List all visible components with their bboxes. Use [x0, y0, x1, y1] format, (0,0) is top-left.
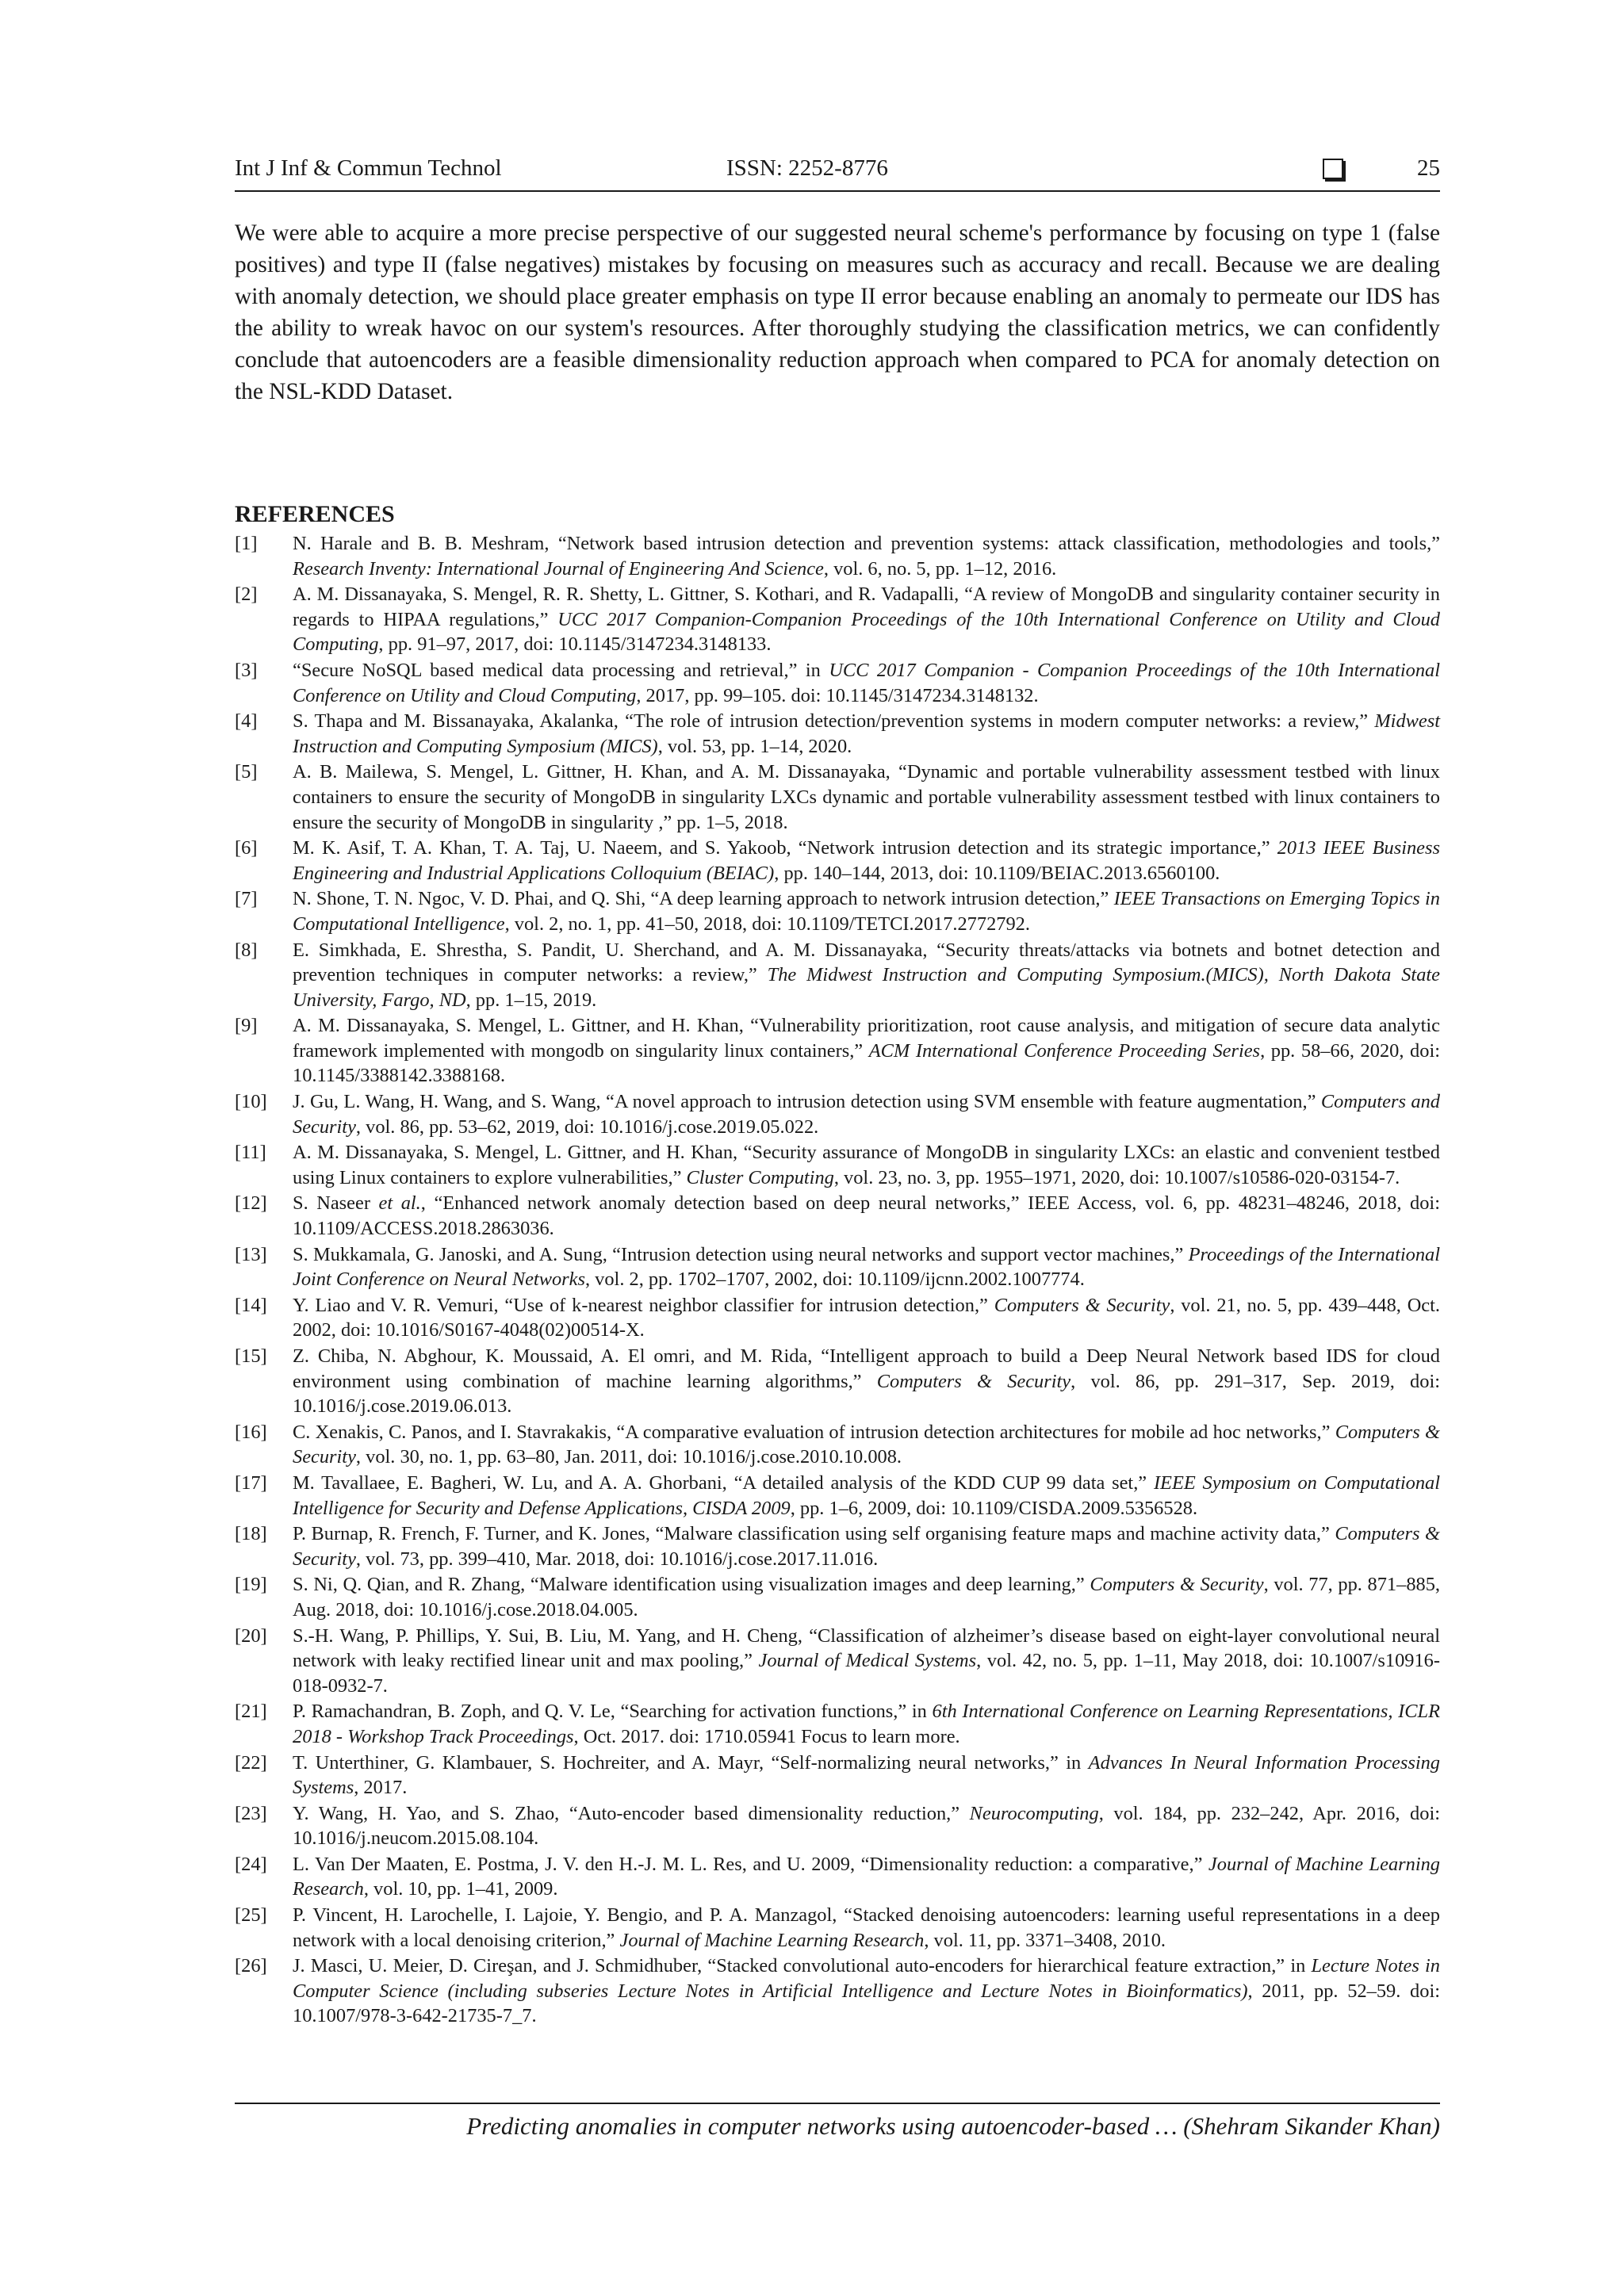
running-header — [235, 155, 1440, 189]
reference-authors-title: T. Unterthiner, G. Klambauer, S. Hochreiter, and A. Mayr, “Self-normalizing neural networks,” in — [293, 1751, 1089, 1774]
reference-item — [235, 1344, 1440, 1419]
reference-details: , vol. 6, no. 5, pp. 1–12, 2016. — [823, 557, 1057, 580]
reference-number: [10] — [235, 1091, 267, 1113]
reference-details: , vol. 77, pp. 871–885, Aug. 2018, doi: 10.1016/j.cose.2018.04.005. — [293, 1574, 1440, 1621]
reference-authors-title: L. Van Der Maaten, E. Postma, J. V. den H.-J. M. L. Res, and U. 2009, “Dimensionality reduction: a comparative,” — [293, 1853, 1208, 1875]
reference-details: , pp. 1–6, 2009, doi: 10.1109/CISDA.2009.5356528. — [790, 1497, 1198, 1519]
reference-venue: The Midwest Instruction and Computing Symposium.(MICS), North Dakota State University, Fargo, ND — [293, 964, 1440, 1011]
reference-item — [235, 582, 1440, 657]
reference-details: , vol. 2, no. 1, pp. 41–50, 2018, doi: 10.1109/TETCI.2017.2772792. — [504, 913, 1030, 935]
reference-number: [2] — [235, 584, 258, 606]
reference-venue: Research Inventy: International Journal of Engineering And Science — [293, 557, 824, 580]
reference-number: [23] — [235, 1802, 267, 1824]
square-outline-icon — [1323, 159, 1343, 179]
reference-details: , vol. 30, no. 1, pp. 63–80, Jan. 2011, doi: 10.1016/j.cose.2010.10.008. — [355, 1446, 902, 1468]
reference-authors-title: P. Ramachandran, B. Zoph, and Q. V. Le, “Searching for activation functions,” in — [293, 1701, 933, 1723]
reference-details: , vol. 2, pp. 1702–1707, 2002, doi: 10.1109/ijcnn.2002.1007774. — [584, 1269, 1085, 1291]
reference-venue: Journal of Machine Learning Research — [293, 1853, 1440, 1900]
reference-number: [26] — [235, 1955, 267, 1977]
reference-venue: Journal of Medical Systems — [758, 1650, 977, 1672]
reference-number: [17] — [235, 1471, 267, 1494]
reference-venue: et al. — [378, 1192, 421, 1215]
reference-item — [235, 1751, 1440, 1800]
reference-venue: Proceedings of the International Joint Conference on Neural Networks — [293, 1243, 1441, 1291]
reference-venue: Midwest Instruction and Computing Symposium (MICS) — [293, 710, 1440, 757]
reference-authors-title: C. Xenakis, C. Panos, and I. Stavrakakis, “A comparative evaluation of intrusion detection architectures for mobile ad hoc networks,” — [293, 1421, 1335, 1443]
reference-authors-title: “Secure NoSQL based medical data processing and retrieval,” in — [293, 659, 829, 681]
reference-details: , 2017, pp. 99–105. doi: 10.1145/3147234.3148132. — [636, 684, 1039, 706]
reference-details: , vol. 11, pp. 3371–3408, 2010. — [924, 1929, 1166, 1951]
reference-details: , vol. 86, pp. 291–317, Sep. 2019, doi: 10.1016/j.cose.2019.06.013. — [293, 1370, 1441, 1418]
reference-number: [4] — [235, 710, 258, 733]
reference-venue: IEEE Transactions on Emerging Topics in Computational Intelligence — [293, 888, 1440, 935]
reference-number: [6] — [235, 837, 258, 859]
reference-venue: Journal of Machine Learning Research — [619, 1929, 925, 1951]
reference-item — [235, 1013, 1440, 1089]
page-number: 25 — [1417, 155, 1440, 181]
reference-item — [235, 1191, 1440, 1241]
reference-number: [18] — [235, 1523, 267, 1545]
reference-item — [235, 1801, 1440, 1851]
reference-details: , 2011, pp. 52–59. doi: 10.1007/978-3-642-21735-7_7. — [293, 1980, 1441, 2027]
reference-details: , vol. 53, pp. 1–14, 2020. — [657, 735, 852, 757]
reference-details: , vol. 23, no. 3, pp. 1955–1971, 2020, doi: 10.1007/s10586-020-03154-7. — [833, 1166, 1400, 1188]
reference-item — [235, 1242, 1440, 1292]
reference-item — [235, 709, 1440, 759]
reference-item — [235, 1293, 1440, 1343]
references-heading: REFERENCES — [235, 501, 395, 527]
reference-venue: ACM International Conference Proceeding Series — [868, 1039, 1261, 1062]
conclusion-paragraph: We were able to acquire a more precise perspective of our suggested neural scheme's performance by focusing on type 1 (false positives) and type II (false negatives) mistakes by focusing on measures such as accuracy and recall. Because we are dealing with anomaly detection, we should place greater emphasis on type II error because enabling an anomaly to permeate our IDS has the ability to wreak havoc on our system's resources. After thoroughly studying the classification metrics, we can confidently conclude that autoencoders are a feasible dimensionality reduction approach when compared to PCA for anomaly detection on the NSL-KDD Dataset. — [235, 220, 1440, 404]
reference-item — [235, 760, 1440, 835]
reference-details: , vol. 86, pp. 53–62, 2019, doi: 10.1016/j.cose.2019.05.022. — [355, 1115, 819, 1138]
reference-authors-title: N. Shone, T. N. Ngoc, V. D. Phai, and Q. Shi, “A deep learning approach to network intrusion detection,” — [293, 888, 1114, 910]
reference-item — [235, 1903, 1440, 1953]
reference-number: [24] — [235, 1853, 267, 1875]
reference-item — [235, 1954, 1440, 2029]
reference-venue: Computers & Security — [1090, 1574, 1264, 1596]
reference-venue: Computers & Security — [293, 1421, 1441, 1468]
reference-details: , 2017. — [354, 1777, 408, 1799]
reference-venue: Computers & Security — [876, 1370, 1071, 1392]
reference-item — [235, 1140, 1440, 1190]
reference-number: [21] — [235, 1701, 267, 1723]
reference-venue: 6th International Conference on Learning Representations, ICLR 2018 - Workshop Track Proceedings — [293, 1701, 1440, 1747]
reference-authors-title: S.-H. Wang, P. Phillips, Y. Sui, B. Liu, M. Yang, and H. Cheng, “Classification of alzheimer’s disease based on eight-layer convolutional neural network with leaky rectified linear unit and max pooling,” — [293, 1624, 1440, 1672]
reference-authors-title: Y. Liao and V. R. Vemuri, “Use of k-nearest neighbor classifier for intrusion detection,” — [293, 1294, 994, 1316]
reference-authors-title: J. Masci, U. Meier, D. Cireşan, and J. Schmidhuber, “Stacked convolutional auto-encoders for hierarchical feature extraction,” in — [293, 1955, 1312, 1977]
reference-item — [235, 531, 1440, 581]
reference-venue: IEEE Symposium on Computational Intelligence for Security and Defense Applications, CISDA 2009 — [293, 1471, 1440, 1519]
reference-authors-title: P. Vincent, H. Larochelle, I. Lajoie, Y. Bengio, and P. A. Manzagol, “Stacked denoising autoencoders: learning useful representations in a deep network with a local denoising criterion,” — [293, 1904, 1440, 1951]
reference-authors-title: E. Simkhada, E. Shrestha, S. Pandit, U. Sherchand, and A. M. Dissanayaka, “Security threats/attacks via botnets and botnet detection and prevention techniques in computer networks: a review,” — [293, 939, 1440, 986]
reference-number: [5] — [235, 761, 258, 783]
reference-details: , “Enhanced network anomaly detection based on deep neural networks,” IEEE Access, vol. 6, pp. 48231–48246, 2018, doi: 10.1109/ACCESS.2018.2863036. — [293, 1192, 1440, 1240]
reference-authors-title: Z. Chiba, N. Abghour, K. Moussaid, A. El omri, and M. Rida, “Intelligent approach to build a Deep Neural Network based IDS for cloud environment using combination of machine learning algorithms,” — [293, 1345, 1440, 1392]
reference-number: [16] — [235, 1421, 267, 1443]
reference-item — [235, 1420, 1440, 1470]
reference-details: , vol. 184, pp. 232–242, Apr. 2016, doi: 10.1016/j.neucom.2015.08.104. — [293, 1802, 1440, 1850]
reference-number: [8] — [235, 939, 258, 961]
reference-details: , vol. 10, pp. 1–41, 2009. — [363, 1878, 558, 1900]
reference-number: [20] — [235, 1624, 267, 1647]
reference-authors-title: A. M. Dissanayaka, S. Mengel, L. Gittner, and H. Khan, “Vulnerability prioritization, root cause analysis, and mitigation of secure data analytic framework implemented with mongodb on singularity linux containers,” — [293, 1015, 1440, 1062]
issn-label: ISSN: 2252-8776 — [726, 155, 888, 181]
reference-item — [235, 1699, 1440, 1749]
reference-number: [9] — [235, 1015, 258, 1037]
reference-venue: Computers & Security — [994, 1294, 1170, 1316]
reference-item — [235, 886, 1440, 936]
reference-item — [235, 1471, 1440, 1521]
reference-item — [235, 1852, 1440, 1902]
reference-authors-title: A. M. Dissanayaka, S. Mengel, R. R. Shetty, L. Gittner, S. Kothari, and R. Vadapalli, “A review of MongoDB and singularity container security in regards to HIPAA regulations,” — [293, 584, 1440, 630]
reference-authors-title: N. Harale and B. B. Meshram, “Network based intrusion detection and prevention systems: attack classification, methodologies and tools,” — [293, 533, 1440, 554]
reference-list — [235, 531, 1440, 2030]
reference-number: [3] — [235, 659, 258, 681]
reference-details: , pp. 1–15, 2019. — [465, 989, 597, 1011]
header-divider — [235, 190, 1440, 192]
reference-venue: UCC 2017 Companion - Companion Proceedings of the 10th International Conference on Utility and Cloud Computing — [293, 659, 1440, 706]
reference-item — [235, 938, 1440, 1013]
reference-details: , pp. 140–144, 2013, doi: 10.1109/BEIAC.2013.6560100. — [774, 862, 1220, 884]
reference-authors-title: A. B. Mailewa, S. Mengel, L. Gittner, H. Khan, and A. M. Dissanayaka, “Dynamic and portable vulnerability assessment testbed with linux containers to ensure the security of MongoDB in singularity LXCs dynamic and portable vulnerability assessment testbed with linux containers to ensure the security of MongoDB in singularity ,” pp. 1–5, 2018. — [293, 761, 1440, 833]
reference-item — [235, 1521, 1440, 1571]
reference-item — [235, 1089, 1440, 1139]
reference-authors-title: J. Gu, L. Wang, H. Wang, and S. Wang, “A novel approach to intrusion detection using SVM ensemble with feature augmentation,” — [293, 1091, 1321, 1113]
reference-number: [13] — [235, 1243, 267, 1265]
reference-venue: Neurocomputing — [969, 1802, 1099, 1824]
reference-authors-title: S. Ni, Q. Qian, and R. Zhang, “Malware identification using visualization images and deep learning,” — [293, 1574, 1090, 1596]
reference-item — [235, 836, 1440, 886]
footer-divider — [235, 2103, 1440, 2104]
running-footer: Predicting anomalies in computer networks using autoencoder-based … (Shehram Sikander Khan) — [466, 2112, 1440, 2140]
reference-item — [235, 658, 1440, 708]
reference-number: [7] — [235, 888, 258, 910]
reference-details: , vol. 42, no. 5, pp. 1–11, May 2018, doi: 10.1007/s10916-018-0932-7. — [293, 1650, 1440, 1697]
journal-name: Int J Inf & Commun Technol — [235, 155, 502, 181]
reference-authors-title: S. Mukkamala, G. Janoski, and A. Sung, “Intrusion detection using neural networks and support vector machines,” — [293, 1243, 1189, 1265]
reference-venue: Cluster Computing — [686, 1166, 834, 1188]
reference-details: , vol. 21, no. 5, pp. 439–448, Oct. 2002, doi: 10.1016/S0167-4048(02)00514-X. — [293, 1294, 1441, 1341]
reference-number: [14] — [235, 1294, 267, 1316]
reference-venue: Lecture Notes in Computer Science (including subseries Lecture Notes in Artificial Intelligence and Lecture Notes in Bioinformatics) — [293, 1955, 1440, 2002]
reference-number: [11] — [235, 1142, 266, 1164]
reference-number: [12] — [235, 1192, 267, 1215]
reference-authors-title: A. M. Dissanayaka, S. Mengel, L. Gittner, and H. Khan, “Security assurance of MongoDB in singularity LXCs: an elastic and convenient testbed using Linux containers to explore vulnerabilities,” — [293, 1142, 1440, 1188]
reference-authors-title: S. Thapa and M. Bissanayaka, Akalanka, “The role of intrusion detection/prevention systems in modern computer networks: a review,” — [293, 710, 1375, 733]
reference-authors-title: M. Tavallaee, E. Bagheri, W. Lu, and A. A. Ghorbani, “A detailed analysis of the KDD CUP 99 data set,” — [293, 1471, 1154, 1494]
reference-venue: Computers and Security — [293, 1091, 1440, 1138]
reference-number: [22] — [235, 1751, 267, 1774]
reference-venue: Computers & Security — [293, 1523, 1440, 1570]
reference-details: , pp. 58–66, 2020, doi: 10.1145/3388142.3388168. — [293, 1039, 1440, 1087]
reference-details: , Oct. 2017. doi: 1710.05941 Focus to learn more. — [573, 1725, 960, 1747]
reference-number: [1] — [235, 533, 258, 554]
reference-authors-title: Y. Wang, H. Yao, and S. Zhao, “Auto-encoder based dimensionality reduction,” — [293, 1802, 970, 1824]
reference-number: [25] — [235, 1904, 267, 1927]
reference-venue: Advances In Neural Information Processing Systems — [293, 1751, 1440, 1799]
reference-authors-title: S. Naseer — [293, 1192, 379, 1215]
reference-venue: UCC 2017 Companion-Companion Proceedings of the 10th International Conference on Utility and Cloud Computing — [293, 608, 1441, 656]
reference-venue: 2013 IEEE Business Engineering and Industrial Applications Colloquium (BEIAC) — [293, 837, 1440, 884]
reference-authors-title: P. Burnap, R. French, F. Turner, and K. Jones, “Malware classification using self organising feature maps and machine activity data,” — [293, 1523, 1335, 1545]
reference-number: [15] — [235, 1345, 267, 1367]
reference-authors-title: M. K. Asif, T. A. Khan, T. A. Taj, U. Naeem, and S. Yakoob, “Network intrusion detection and its strategic importance,” — [293, 837, 1277, 859]
reference-item — [235, 1572, 1440, 1622]
reference-item — [235, 1624, 1440, 1699]
reference-details: , vol. 73, pp. 399–410, Mar. 2018, doi: 10.1016/j.cose.2017.11.016. — [355, 1548, 879, 1570]
reference-details: , pp. 91–97, 2017, doi: 10.1145/3147234.3148133. — [378, 633, 772, 656]
reference-number: [19] — [235, 1574, 267, 1596]
